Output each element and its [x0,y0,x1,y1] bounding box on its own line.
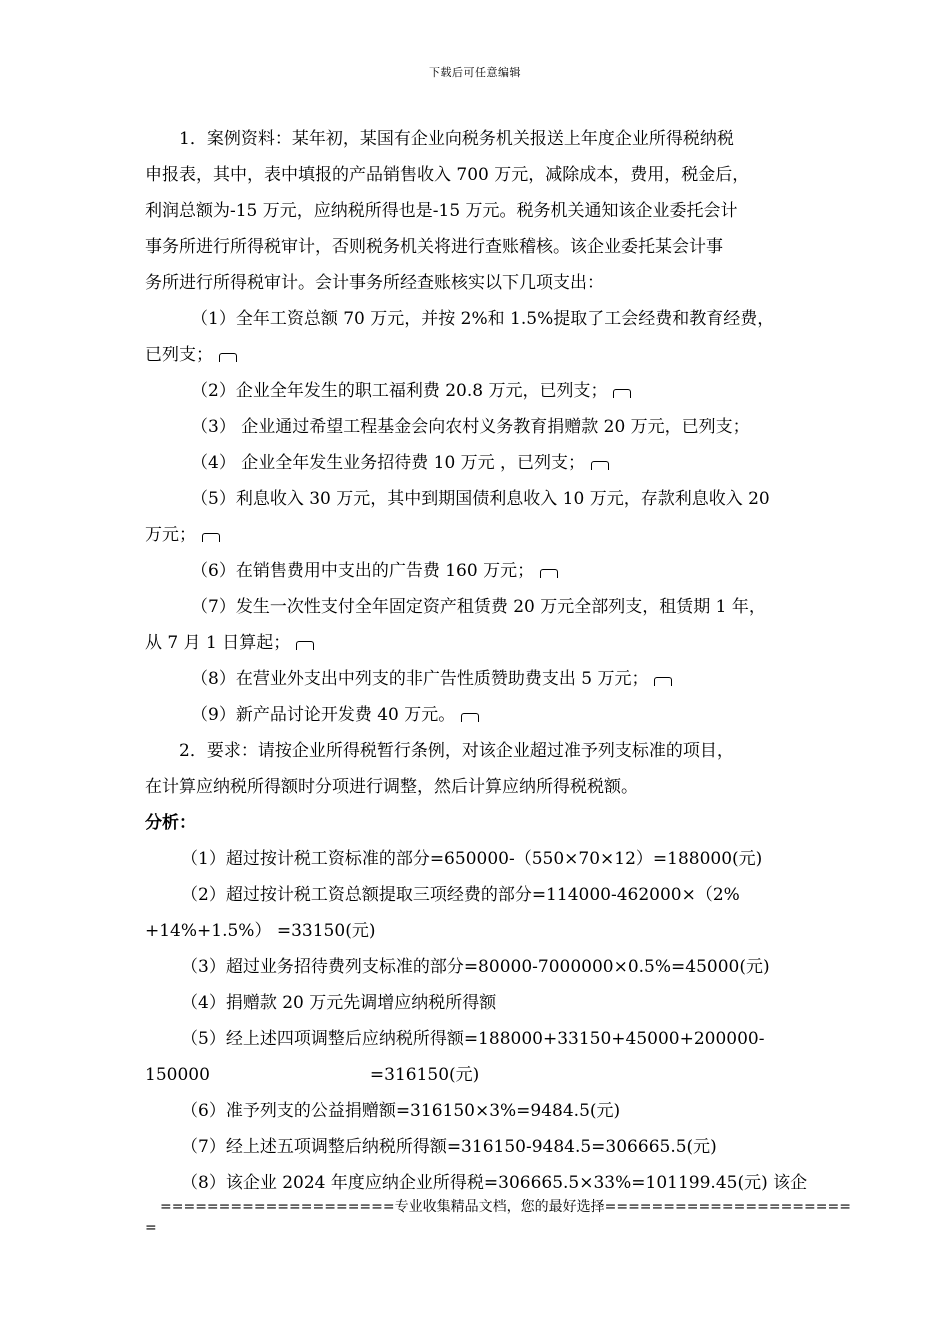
text-line [145,449,810,485]
text-span: （8）在营业外支出中列支的非广告性质赞助费支出 5 万元； [191,669,649,689]
text-line: （5）利息收入 30 万元，其中到期国债利息收入 10 万元，存款利息收入 20 [191,489,770,509]
text-line: （2）超过按计税工资总额提取三项经费的部分=114000-462000×（2% [181,885,740,905]
text-span: （2）企业全年发生的职工福利费 20.8 万元，已列支； [191,381,608,401]
section-heading: 分析： [145,813,196,833]
text-line [145,341,810,377]
text-line: （3） 企业通过希望工程基金会向农村义务教育捐赠款 20 万元，已列支； [191,417,750,437]
text-span: （4） 企业全年发生业务招待费 10 万元 ，已列支； [191,453,586,473]
paragraph-mark-icon [613,389,631,398]
text-line [145,701,810,737]
page-footer-continuation: = [145,1220,157,1236]
text-line: （6）准予列支的公益捐赠额=316150×3%=9484.5(元) [181,1101,621,1121]
text-line: 1．案例资料：某年初，某国有企业向税务机关报送上年度企业所得税纳税 [179,129,734,149]
text-line: （7）经上述五项调整后纳税所得额=316150-9484.5=306665.5(元) [181,1137,717,1157]
text-line: 2．要求：请按企业所得税暂行条例，对该企业超过准予列支标准的项目， [179,741,734,761]
text-line: （1）超过按计税工资标准的部分=650000-（550×70×12）=188000(元) [181,849,763,869]
text-span: 从 7 月 1 日算起； [145,633,291,653]
text-line [145,665,810,701]
paragraph-mark-icon [591,461,609,470]
page-header: 下载后可任意编辑 [429,66,521,79]
text-line: （3）超过业务招待费列支标准的部分=80000-7000000×0.5%=45000(元) [181,957,770,977]
paragraph-mark-icon [219,353,237,362]
text-line: （4）捐赠款 20 万元先调增应纳税所得额 [181,993,497,1013]
text-span: 万元； [145,525,196,545]
text-span: 150000 [145,1065,210,1085]
text-line: 务所进行所得税审计。会计事务所经查账核实以下几项支出： [145,273,604,293]
text-line [145,521,810,557]
text-line [145,557,810,593]
text-line: +14%+1.5%） =33150(元) [145,921,376,941]
text-line: 利润总额为-15 万元，应纳税所得也是-15 万元。税务机关通知该企业委托会计 [145,201,738,221]
text-span: =316150(元) [369,1065,480,1085]
text-line: 申报表，其中，表中填报的产品销售收入 700 万元，减除成本，费用，税金后， [145,165,750,185]
text-line: （5）经上述四项调整后应纳税所得额=188000+33150+45000+200000- [181,1029,765,1049]
text-line [145,377,810,413]
text-span: （9）新产品讨论开发费 40 万元。 [191,705,456,725]
text-line: （8）该企业 2024 年度应纳企业所得税=306665.5×33%=101199.45(元) 该企 [181,1173,808,1193]
text-span: 已列支； [145,345,213,365]
paragraph-mark-icon [540,569,558,578]
text-line [145,1061,810,1097]
page-footer: ====================专业收集精品文档，您的最好选择===================== [160,1199,851,1215]
text-line [145,629,810,665]
paragraph-mark-icon [202,533,220,542]
text-span: （6）在销售费用中支出的广告费 160 万元； [191,561,535,581]
text-line: （1）全年工资总额 70 万元，并按 2%和 1.5%提取了工会经费和教育经费， [191,309,775,329]
text-line: （7）发生一次性支付全年固定资产租赁费 20 万元全部列支，租赁期 1 年， [191,597,766,617]
paragraph-mark-icon [461,713,479,722]
paragraph-mark-icon [654,677,672,686]
paragraph-mark-icon [296,641,314,650]
document-body [145,125,810,1205]
text-line: 在计算应纳税所得额时分项进行调整，然后计算应纳所得税税额。 [145,777,638,797]
text-line: 事务所进行所得税审计，否则税务机关将进行查账稽核。该企业委托某会计事 [145,237,723,257]
